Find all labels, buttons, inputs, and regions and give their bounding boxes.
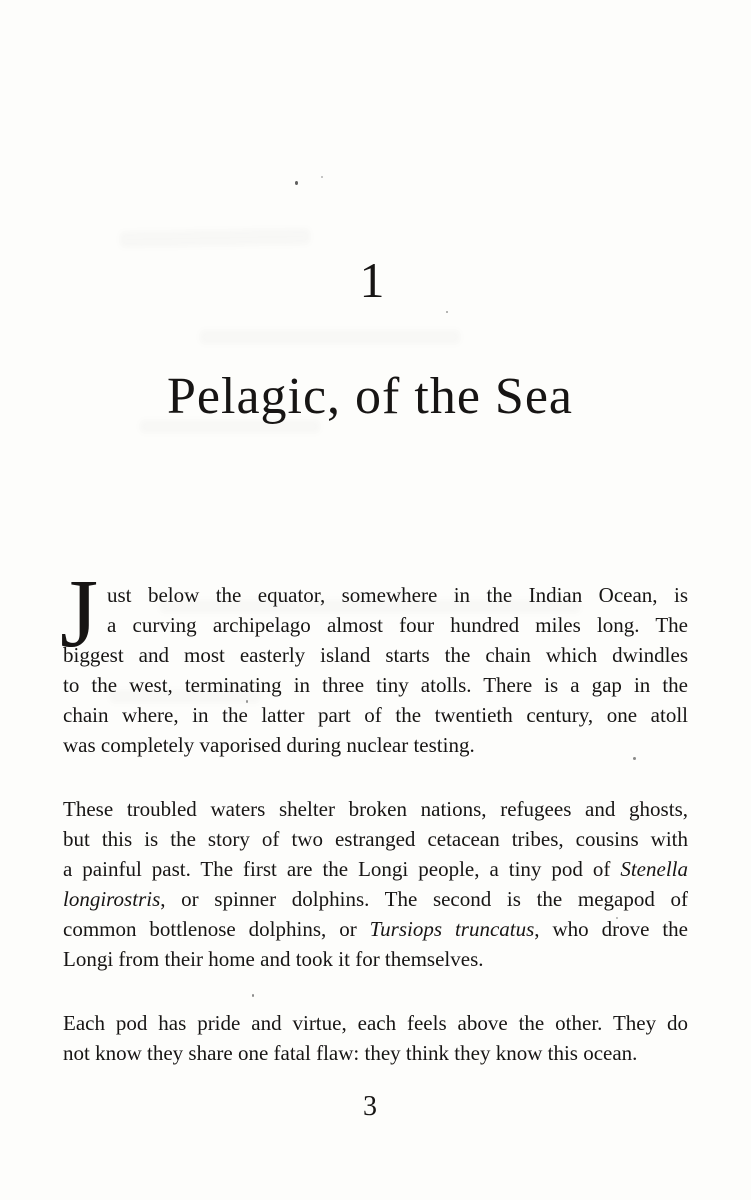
text-line: Longi from their home and took it for themselves.: [63, 947, 484, 971]
page-number: 3: [363, 1091, 377, 1122]
scan-speck: [295, 181, 298, 185]
text-line: common bottlenose dolphins, or Tursiops truncatus, who drove the: [63, 917, 688, 941]
chapter-number: 1: [359, 252, 386, 308]
paragraph: [60, 560, 688, 760]
scan-showthrough: [120, 228, 310, 247]
text-line: to the west, terminating in three tiny atolls. There is a gap in the: [63, 673, 688, 697]
text-line: Each pod has pride and virtue, each feels above the other. They do: [63, 1011, 688, 1035]
chapter-title: Pelagic, of the Sea: [167, 368, 573, 425]
text-line: chain where, in the latter part of the twentieth century, one atoll: [63, 703, 688, 727]
text-line: longirostris, or spinner dolphins. The second is the megapod of: [63, 887, 688, 911]
text-line: a painful past. The first are the Longi people, a tiny pod of Stenella: [63, 857, 688, 881]
paragraph: [63, 1008, 688, 1068]
text-line: biggest and most easterly island starts the chain which dwindles: [63, 643, 688, 667]
scan-showthrough: [200, 330, 460, 344]
text-line: but this is the story of two estranged cetacean tribes, cousins with: [63, 827, 688, 851]
text-line: a curving archipelago almost four hundred miles long. The: [107, 613, 688, 637]
text-line: was completely vaporised during nuclear testing.: [63, 733, 475, 757]
text-line: ust below the equator, somewhere in the Indian Ocean, is: [107, 583, 688, 607]
paragraph: [63, 794, 688, 974]
text-line: These troubled waters shelter broken nations, refugees and ghosts,: [63, 797, 688, 821]
text-line: not know they share one fatal flaw: they think they know this ocean.: [63, 1041, 638, 1065]
drop-cap: J: [60, 560, 99, 668]
scan-speck: [321, 176, 323, 178]
body-text: [60, 560, 688, 1068]
scan-speck: [446, 311, 448, 313]
